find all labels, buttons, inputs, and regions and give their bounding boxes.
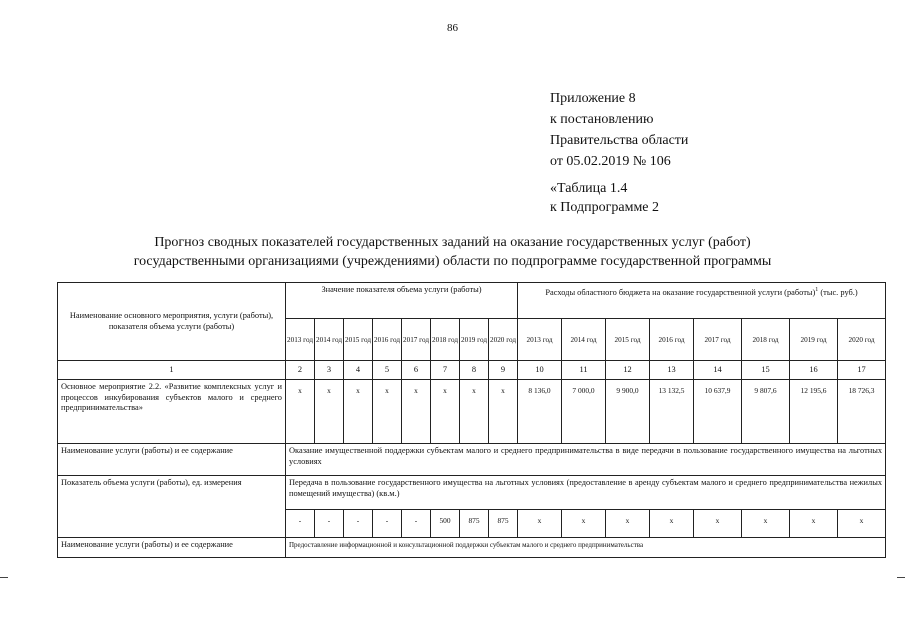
indicator1-value: - bbox=[402, 510, 431, 538]
measure-value: x bbox=[460, 380, 489, 444]
service1-content: Оказание имущественной поддержки субъектам малого и среднего предпринимательства в виде передачи в пользование государственного имущества на льготных условиях bbox=[286, 444, 886, 476]
document-title bbox=[0, 233, 905, 271]
year-header: 2019 год bbox=[460, 319, 489, 361]
measure-value: x bbox=[315, 380, 344, 444]
column-number: 6 bbox=[402, 361, 431, 380]
year-header: 2020 год bbox=[838, 319, 886, 361]
column-number: 10 bbox=[518, 361, 562, 380]
indicator1-budget: x bbox=[694, 510, 742, 538]
column-number: 9 bbox=[489, 361, 518, 380]
page-number: 86 bbox=[447, 22, 458, 34]
service2-label: Наименование услуги (работы) и ее содержание bbox=[58, 538, 286, 558]
measure-value: x bbox=[402, 380, 431, 444]
measure-value: x bbox=[344, 380, 373, 444]
measure-budget: 7 000,0 bbox=[562, 380, 606, 444]
table-ref-line: к Подпрограмме 2 bbox=[550, 200, 660, 215]
appendix-block bbox=[550, 88, 688, 172]
header-budget-main: Расходы областного бюджета на оказание государственной услуги (работы) bbox=[545, 287, 816, 297]
appendix-line: Правительства области bbox=[550, 133, 689, 148]
indicator1-value: - bbox=[286, 510, 315, 538]
column-number: 16 bbox=[790, 361, 838, 380]
year-header: 2018 год bbox=[742, 319, 790, 361]
column-number: 3 bbox=[315, 361, 344, 380]
indicator1-value: - bbox=[373, 510, 402, 538]
measure-budget: 8 136,0 bbox=[518, 380, 562, 444]
table-ref-line: «Таблица 1.4 bbox=[550, 181, 628, 196]
indicator1-value: 875 bbox=[460, 510, 489, 538]
year-header: 2020 год bbox=[489, 319, 518, 361]
service1-label: Наименование услуги (работы) и ее содержание bbox=[58, 444, 286, 476]
measure-row bbox=[58, 380, 886, 444]
column-number: 15 bbox=[742, 361, 790, 380]
year-header: 2019 год bbox=[790, 319, 838, 361]
year-header: 2014 год bbox=[315, 319, 344, 361]
year-header: 2013 год bbox=[286, 319, 315, 361]
indicator1-value: 875 bbox=[489, 510, 518, 538]
indicator1-budget: x bbox=[650, 510, 694, 538]
indicator1-value: 500 bbox=[431, 510, 460, 538]
measure-value: x bbox=[431, 380, 460, 444]
table-reference bbox=[550, 179, 659, 217]
column-number: 11 bbox=[562, 361, 606, 380]
header-budget-group bbox=[518, 283, 886, 319]
measure-budget: 12 195,6 bbox=[790, 380, 838, 444]
right-edge-mark bbox=[897, 577, 905, 578]
year-header: 2017 год bbox=[402, 319, 431, 361]
year-header: 2013 год bbox=[518, 319, 562, 361]
measure-budget: 10 637,9 bbox=[694, 380, 742, 444]
column-number-row bbox=[58, 361, 886, 380]
column-number: 1 bbox=[58, 361, 286, 380]
left-edge-mark bbox=[0, 577, 8, 578]
indicator1-budget: x bbox=[606, 510, 650, 538]
measure-label: Основное мероприятие 2.2. «Развитие комплексных услуг и процессов инкубирования субъектов малого и среднего предпринимательства» bbox=[58, 380, 286, 444]
indicator1-row bbox=[58, 476, 886, 510]
column-number: 5 bbox=[373, 361, 402, 380]
header-name-cell: Наименование основного мероприятия, услуги (работы), показателя объема услуги (работы) bbox=[58, 283, 286, 361]
service2-content: Предоставление информационной и консультационной поддержки субъектам малого и среднего предпринимательства bbox=[286, 538, 886, 558]
measure-budget: 18 726,3 bbox=[838, 380, 886, 444]
indicator1-budget: x bbox=[790, 510, 838, 538]
title-line: государственными организациями (учреждениями) области по подпрограмме государственной программы bbox=[133, 254, 772, 269]
indicator1-value: - bbox=[315, 510, 344, 538]
year-header: 2015 год bbox=[344, 319, 373, 361]
measure-budget: 9 807,6 bbox=[742, 380, 790, 444]
column-number: 4 bbox=[344, 361, 373, 380]
header-budget-unit: (тыс. руб.) bbox=[818, 287, 858, 297]
indicator1-budget: x bbox=[838, 510, 886, 538]
year-header: 2017 год bbox=[694, 319, 742, 361]
measure-budget: 9 900,0 bbox=[606, 380, 650, 444]
column-number: 2 bbox=[286, 361, 315, 380]
column-number: 17 bbox=[838, 361, 886, 380]
measure-value: x bbox=[489, 380, 518, 444]
service2-row bbox=[58, 538, 886, 558]
measure-value: x bbox=[373, 380, 402, 444]
footnote-mark: 1 bbox=[815, 287, 819, 293]
column-number: 13 bbox=[650, 361, 694, 380]
indicator1-content: Передача в пользование государственного имущества на льготных условиях (предоставление в аренду субъектам малого и среднего предпринимательства нежилых помещений имущества) (кв.м.) bbox=[286, 476, 886, 510]
year-header: 2015 год bbox=[606, 319, 650, 361]
appendix-line: от 05.02.2019 № 106 bbox=[550, 154, 671, 169]
year-header: 2018 год bbox=[431, 319, 460, 361]
indicator1-value: - bbox=[344, 510, 373, 538]
column-number: 12 bbox=[606, 361, 650, 380]
appendix-line: к постановлению bbox=[550, 112, 654, 127]
title-line: Прогноз сводных показателей государственных заданий на оказание государственных услуг (работ) bbox=[154, 235, 751, 250]
indicator1-budget: x bbox=[742, 510, 790, 538]
column-number: 8 bbox=[460, 361, 489, 380]
year-header: 2016 год bbox=[373, 319, 402, 361]
year-header: 2016 год bbox=[650, 319, 694, 361]
measure-value: x bbox=[286, 380, 315, 444]
year-header: 2014 год bbox=[562, 319, 606, 361]
column-number: 7 bbox=[431, 361, 460, 380]
service1-row bbox=[58, 444, 886, 476]
column-number: 14 bbox=[694, 361, 742, 380]
indicator1-budget: x bbox=[518, 510, 562, 538]
indicator1-budget: x bbox=[562, 510, 606, 538]
header-value-group: Значение показателя объема услуги (работы) bbox=[286, 283, 518, 319]
measure-budget: 13 132,5 bbox=[650, 380, 694, 444]
forecast-table bbox=[57, 282, 886, 558]
indicator1-label: Показатель объема услуги (работы), ед. измерения bbox=[58, 476, 286, 538]
appendix-line: Приложение 8 bbox=[550, 91, 636, 106]
